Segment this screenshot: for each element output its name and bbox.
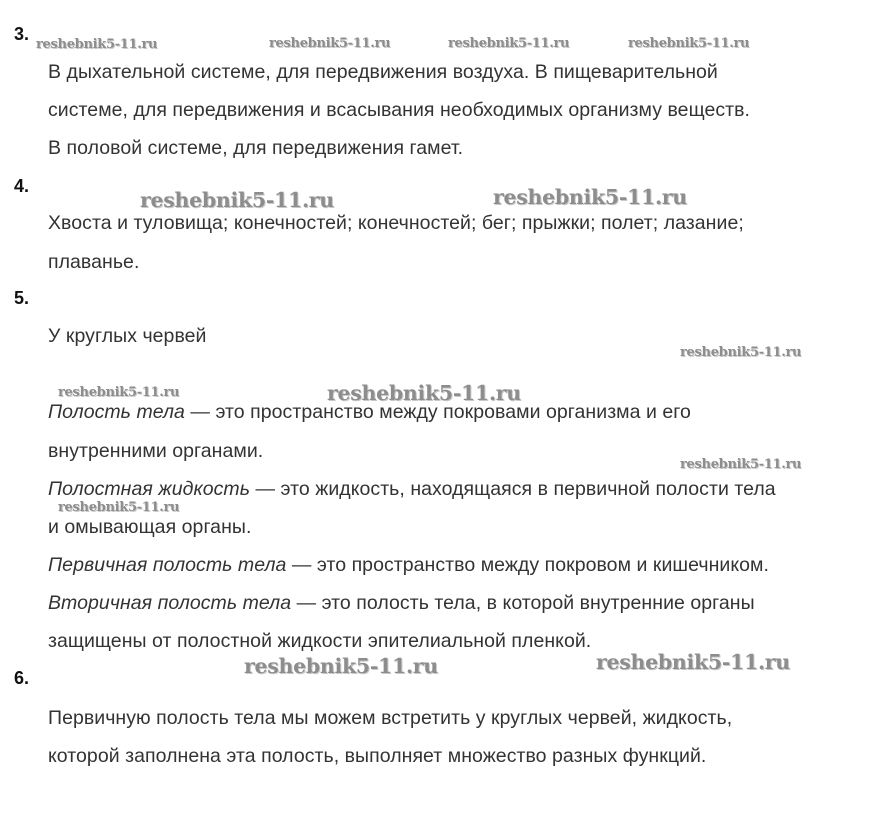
answer-6-line-2: которой заполнена эта полость, выполняет множество разных функций.	[48, 745, 707, 767]
answer-5-intro: У круглых червей	[48, 325, 207, 347]
answer-number-6: 6.	[14, 668, 30, 688]
answer-3-line-2: системе, для передвижения и всасывания необходимых организму веществ.	[48, 99, 750, 121]
watermark: reshebnik5-11.ru	[140, 188, 334, 212]
definition-2-line-2: и омывающая органы.	[48, 516, 252, 538]
watermark: reshebnik5-11.ru	[680, 457, 802, 472]
answer-number-3: 3.	[14, 24, 30, 44]
definition-4-line-1	[48, 592, 755, 615]
answer-3-line-3: В половой системе, для передвижения гамет.	[48, 137, 464, 159]
definition-3-text: — это пространство между покровом и кишечником.	[286, 554, 769, 576]
definition-3-term: Первичная полость тела	[48, 554, 287, 576]
answer-3-line-1: В дыхательной системе, для передвижения воздуха. В пищеварительной	[48, 61, 718, 83]
definition-2-text: — это жидкость, находящаяся в первичной полости тела	[250, 478, 776, 500]
answer-4-line-2: плаванье.	[48, 251, 140, 273]
definition-1-line-2: внутренними органами.	[48, 440, 264, 462]
watermark: reshebnik5-11.ru	[628, 36, 750, 51]
watermark: reshebnik5-11.ru	[596, 650, 790, 674]
definition-2-term: Полостная жидкость	[48, 478, 251, 500]
definition-3-line-1	[48, 554, 769, 577]
answer-6-line-1: Первичную полость тела мы можем встретить у круглых червей, жидкость,	[48, 707, 733, 729]
answer-number-4: 4.	[14, 176, 30, 196]
watermark: reshebnik5-11.ru	[680, 345, 802, 360]
watermark: reshebnik5-11.ru	[493, 185, 687, 209]
definition-2-line-1	[48, 478, 776, 501]
definition-4-text: — это полость тела, в которой внутренние органы	[291, 592, 755, 614]
definition-4-term: Вторичная полость тела	[48, 592, 292, 614]
definition-1-term: Полость тела	[48, 401, 185, 423]
watermark: reshebnik5-11.ru	[58, 385, 180, 400]
answer-4-line-1: Хвоста и туловища; конечностей; конечностей; бег; прыжки; полет; лазание;	[48, 212, 744, 234]
definition-4-line-2: защищены от полостной жидкости эпителиальной пленкой.	[48, 630, 592, 652]
watermark: reshebnik5-11.ru	[58, 500, 180, 515]
watermark: reshebnik5-11.ru	[327, 381, 521, 405]
watermark: reshebnik5-11.ru	[244, 654, 438, 678]
watermark: reshebnik5-11.ru	[269, 36, 391, 51]
watermark: reshebnik5-11.ru	[448, 36, 570, 51]
definition-1-text: — это пространство между покровами организма и его	[184, 401, 691, 423]
answer-number-5: 5.	[14, 288, 30, 308]
watermark: reshebnik5-11.ru	[36, 37, 158, 52]
